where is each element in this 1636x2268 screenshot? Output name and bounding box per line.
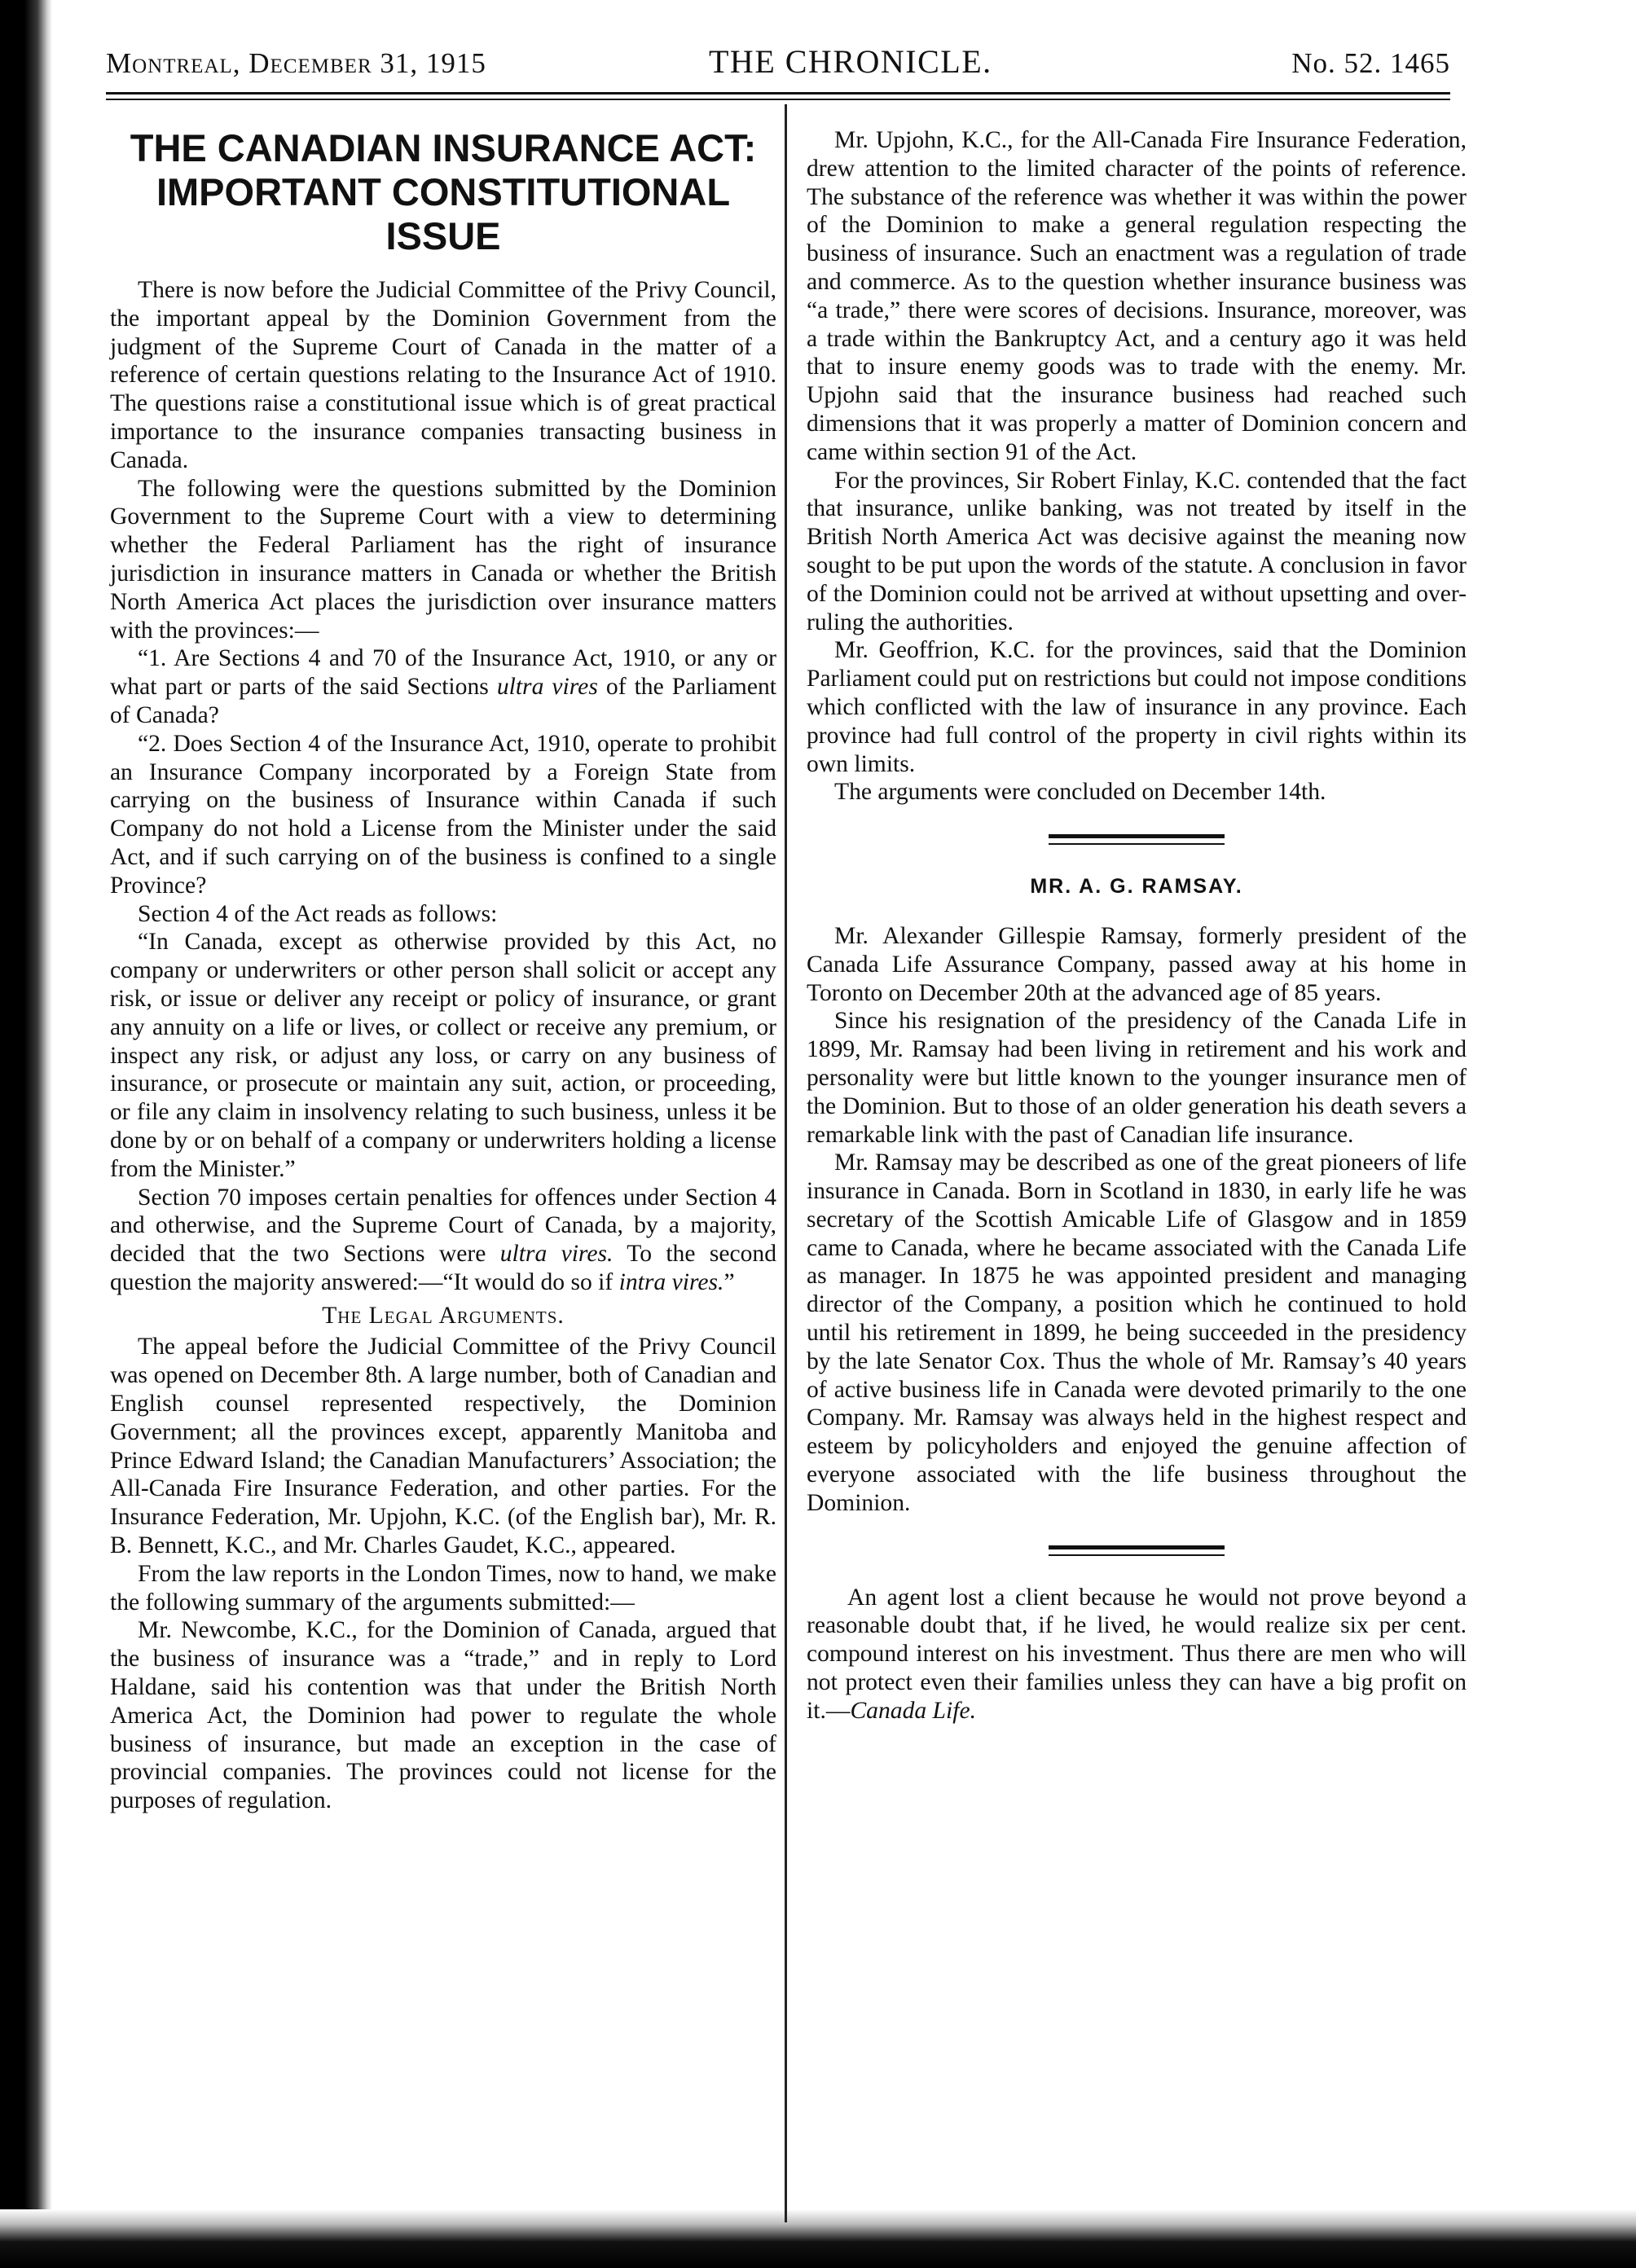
scan-edge-bottom [0, 2209, 1636, 2268]
question-1: “1. Are Sections 4 and 70 of the Insurance Act, 1910, or any or what part or parts of the said Sections ultra vires of the Parliament of Canada? [110, 645, 776, 728]
obituary-paragraph: Mr. Alexander Gillespie Ramsay, formerly president of the Canada Life Assurance Company, passed away at his home in Toronto on December 20th at the advanced age of 85 years. [807, 922, 1467, 1006]
filler-note: An agent lost a client because he would not prove beyond a reasonable doubt that, if he lived, he would realize six per cent. compound interest on his investment. Thus there are men who will not protect even their families unless they can have a big profit on it.—Canada Life. [807, 1584, 1467, 1724]
header-issue-page: No. 52. 1465 [1291, 47, 1450, 79]
article-paragraph: Mr. Geoffrion, K.C. for the provinces, said that the Dominion Parliament could put on restrictions but could not impose conditions which conflicted with the law of insurance in any province. Each province had full control of the property in civil rights within its own limits. [807, 637, 1467, 777]
header-rule-thin [106, 99, 1450, 100]
article-paragraph: Section 4 of the Act reads as follows: [138, 900, 498, 927]
header-masthead: THE CHRONICLE. [709, 43, 992, 80]
section-subheading: The Legal Arguments. [322, 1302, 565, 1329]
obituary-paragraph: Mr. Ramsay may be described as one of the great pioneers of life insurance in Canada. Born in Scotland in 1830, in early life he was secretary of the Scottish Amicable Life of Glasgow and in 1859 came to Canada, where he became associated with the Canada Life as manager. In 1875 he was appointed president and managing director of the Company, a position which he continued to hold until his retirement in 1899, he being succeeded in the presidency by the late Senator Cox. Thus the whole of Mr. Ramsay’s 40 years of active business life in Canada were devoted primarily to the one Company. Mr. Ramsay was always held in the highest respect and esteem by policyholders and enjoyed the genuine affection of everyone associated with the life business throughout the Dominion. [807, 1149, 1467, 1516]
article-title: THE CANADIAN INSURANCE ACT: IMPORTANT CONSTITUTIONAL ISSUE [130, 126, 757, 257]
right-column [807, 126, 1467, 1725]
header-dateline: Montreal, December 31, 1915 [106, 47, 486, 79]
column-divider [785, 104, 787, 2222]
article-paragraph: Mr. Newcombe, K.C., for the Dominion of Canada, argued that the business of insurance was a “trade,” and in reply to Lord Haldane, said his contention was that under the British North America Act, the Dominion had power to regulate the whole business of insurance, but made an exception in the case of provincial companies. The provinces could not license for the purposes of regulation. [110, 1617, 776, 1814]
scan-edge-left [0, 0, 52, 2268]
header-rule [106, 92, 1450, 94]
section-separator [1049, 1545, 1225, 1556]
article-paragraph: The arguments were concluded on December 14th. [834, 779, 1326, 806]
article-paragraph: The appeal before the Judicial Committee of the Privy Council was opened on December 8th. A large number, both of Canadian and English counsel represented respectively, the Dominion Government; all the provinces except, apparently Manitoba and Prince Edward Island; the Canadian Manufacturers’ Association; the All-Canada Fire Insurance Federation, and other parties. For the Insurance Federation, Mr. Upjohn, K.C. (of the English bar), Mr. R. B. Bennett, K.C., and Mr. Charles Gaudet, K.C., appeared. [110, 1334, 776, 1559]
obituary-title: MR. A. G. RAMSAY. [1030, 875, 1243, 899]
obituary-paragraph: Since his resignation of the presidency of the Canada Life in 1899, Mr. Ramsay had been living in retirement and his work and personality were but little known to the younger insurance men of the Dominion. But to those of an older generation his death severs a remarkable link with the past of Canadian life insurance. [807, 1008, 1467, 1148]
article-paragraph: From the law reports in the London Times, now to hand, we make the following summary of the arguments submitted:— [110, 1560, 776, 1615]
question-2: “2. Does Section 4 of the Insurance Act, 1910, operate to prohibit an Insurance Company incorporated by a Foreign State from carrying on the business of Insurance within Canada if such Company do not hold a License from the Minister under the said Act, and if such carrying on of the business is confined to a single Province? [110, 730, 776, 899]
running-head [106, 41, 1450, 90]
article-paragraph: For the provinces, Sir Robert Finlay, K.C. contended that the fact that insurance, unlike banking, was not treated by itself in the British North America Act was decisive against the meaning now sought to be put upon the words of the statute. A conclusion in favor of the Dominion could not be arrived at without upsetting and over-ruling the authorities. [807, 467, 1467, 635]
article-paragraph: Section 70 imposes certain penalties for offences under Section 4 and otherwise, and the Supreme Court of Canada, by a majority, decided that the two Sections were ultra vires. To the second question the majority answered:—“It would do so if intra vires.” [110, 1184, 776, 1295]
statute-quote: “In Canada, except as otherwise provided by this Act, no company or underwriters or other person shall solicit or accept any risk, or issue or deliver any receipt or policy of insurance, or grant any annuity on a life or lives, or collect or receive any premium, or inspect any risk, or adjust any loss, or carry on any business of insurance, or prosecute or maintain any suit, action, or proceeding, or file any claim in insolvency relating to such business, unless it be done by or on behalf of a company or underwriters holding a license from the Minister.” [110, 929, 776, 1182]
article-paragraph: The following were the questions submitted by the Dominion Government to the Supreme Court with a view to determining whether the Federal Parliament has the right of insurance jurisdiction in insurance matters in Canada or whether the British North America Act places the jurisdiction over insurance matters with the provinces:— [110, 475, 776, 644]
section-separator [1049, 834, 1225, 845]
article-paragraph: There is now before the Judicial Committee of the Privy Council, the important appeal by the Dominion Government from the judgment of the Supreme Court of Canada in the matter of a reference of certain questions relating to the Insurance Act of 1910. The questions raise a constitutional issue which is of great practical importance to the insurance companies transacting business in Canada. [110, 277, 776, 473]
left-column [110, 126, 776, 1815]
article-paragraph: Mr. Upjohn, K.C., for the All-Canada Fire Insurance Federation, drew attention to the limited character of the points of reference. The substance of the reference was whether it was within the power of the Dominion to make a general regulation respecting the business of insurance. Such an enactment was a regulation of trade and commerce. As to the question whether insurance business was “a trade,” there were scores of decisions. Insurance, moreover, was a trade within the Bankruptcy Act, and a century ago it was held that to insure enemy goods was to trade with the enemy. Mr. Upjohn said that the insurance business had reached such dimensions that it was properly a matter of Dominion concern and came within section 91 of the Act. [807, 127, 1467, 465]
